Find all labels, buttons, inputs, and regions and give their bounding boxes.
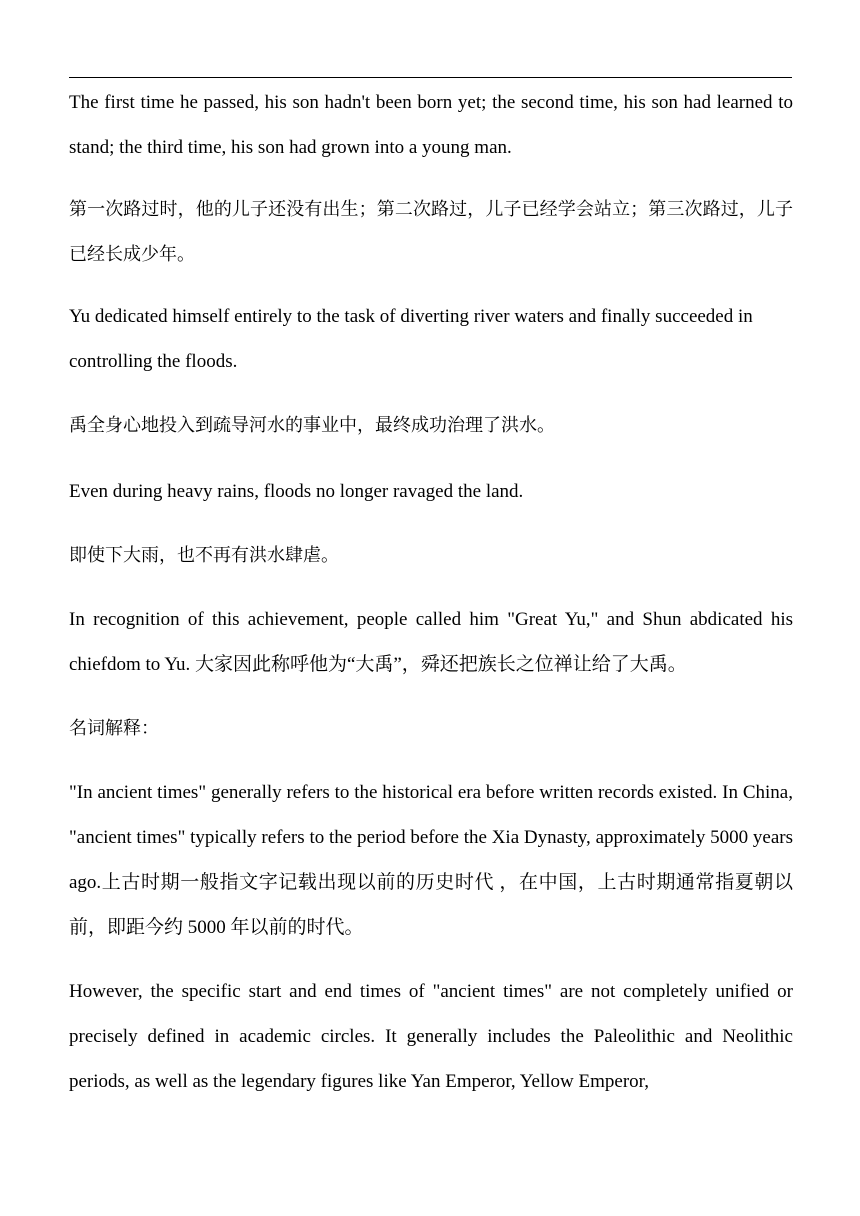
paragraph-heavy-rains-zh: 即使下大雨，也不再有洪水肆虐。 xyxy=(69,545,339,566)
paragraph-ancient-times-definition: "In ancient times" generally refers to the historical era before written records existed. In China, "ancient times" typically refers to the period before the Xia Dynasty, approximately 5000 years ago.上古时期一般指文字记载出现以前的历史时代 ，在中国，上古时期通常指夏朝以前，即距今约 5000 年以前的时代。 xyxy=(69,782,793,938)
paragraph-son-passes-zh: 第一次路过时，他的儿子还没有出生；第二次路过，儿子已经学会站立；第三次路过，儿子已经长成少年。 xyxy=(69,199,793,265)
document-body xyxy=(69,80,793,1104)
header-rule xyxy=(69,77,792,78)
paragraph-heavy-rains-en: Even during heavy rains, floods no longer ravaged the land. xyxy=(69,481,524,502)
glossary-heading: 名词解释： xyxy=(69,718,159,739)
paragraph-son-passes-en: The first time he passed, his son hadn't been born yet; the second time, his son had learned to stand; the third time, his son had grown into a young man. xyxy=(69,92,793,158)
paragraph-yu-dedicated-en: Yu dedicated himself entirely to the task of diverting river waters and finally succeeded in controlling the floods. xyxy=(69,306,753,372)
paragraph-ancient-times-scope: However, the specific start and end times of "ancient times" are not completely unified or precisely defined in academic circles. It generally includes the Paleolithic and Neolithic periods, as well as the legendary figures like Yan Emperor, Yellow Emperor, xyxy=(69,981,793,1092)
paragraph-yu-dedicated-zh: 禹全身心地投入到疏导河水的事业中，最终成功治理了洪水。 xyxy=(69,415,555,436)
paragraph-great-yu: In recognition of this achievement, people called him "Great Yu," and Shun abdicated his chiefdom to Yu. 大家因此称呼他为“大禹”，舜还把族长之位禅让给了大禹。 xyxy=(69,609,793,675)
